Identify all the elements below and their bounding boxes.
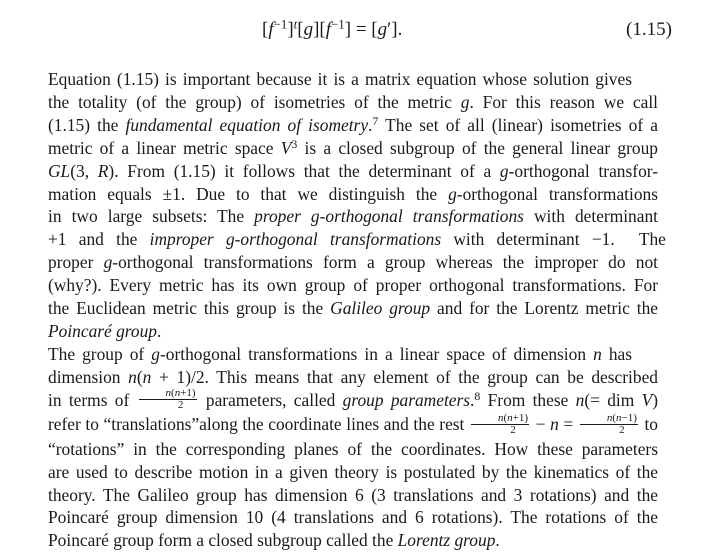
- body-text: [22, 68, 666, 552]
- text-line: “rotations” in the corresponding planes of the coordinates. How these parameters: [48, 438, 658, 459]
- text-line: +1 and the improper g-orthogonal transformations with determinant −1. The: [48, 229, 666, 250]
- paragraph-1: [22, 68, 666, 343]
- text-line: in two large subsets: The proper g-orthogonal transformations with determinant: [48, 206, 659, 227]
- text-line: mation equals ±1. Due to that we distinguish the g-orthogonal transformations: [48, 183, 658, 204]
- text-line: theory. The Galileo group has dimension 6 (3 translations and 3 rotations) and the: [48, 484, 658, 505]
- equation-number: (1.15): [626, 19, 672, 40]
- paragraph-2: [22, 343, 658, 552]
- text-line: in terms of $\frac{n(n+1)}{2}$ parameters, called group parameters.$^8$ From these n(= dim V): [48, 387, 659, 412]
- text-line: metric of a linear metric space $V^3$ is a closed subgroup of the general linear group: [48, 136, 658, 158]
- text-line: dimension n(n + 1)/2. This means that any element of the group can be described: [48, 366, 658, 387]
- text-line: the Euclidean metric this group is the Galileo group and for the Lorentz metric the: [48, 298, 658, 319]
- text-line: are used to describe motion in a given theory is postulated by the kinematics of the: [48, 461, 658, 482]
- equation-row: [0, 16, 713, 44]
- text-line: Equation (1.15) is important because it is a matrix equation whose solution gives: [48, 69, 632, 89]
- text-line: refer to “translations”along the coordinate lines and the rest $\frac{n(n+1)}{2}$ − n = $\frac{n(n-1)}{2}$ to: [48, 411, 658, 436]
- text-line: proper g-orthogonal transformations form a group whereas the improper do not: [48, 252, 658, 273]
- text-line: (1.15) the fundamental equation of isometry.$^7$ The set of all (linear) isometries of a: [48, 113, 658, 135]
- text-line: the totality (of the group) of isometries of the metric g. For this reason we call: [48, 91, 659, 112]
- text-line: Poincaré group form a closed subgroup called the Lorentz group.: [48, 530, 500, 551]
- text-line: (why?). Every metric has its own group of proper orthogonal transformations. For: [48, 275, 658, 296]
- text-line: Poincaré group.: [48, 320, 162, 341]
- equation-body: $[f^{-1}]^t[g][f^{-1}] = [g']$.: [262, 16, 403, 40]
- text-line: Poincaré group dimension 10 (4 translations and 6 rotations). The rotations of the: [48, 507, 658, 528]
- text-line: GL(3, R). From (1.15) it follows that the determinant of a g-orthogonal transfor-: [48, 160, 658, 181]
- text-line: The group of g-orthogonal transformations in a linear space of dimension n has: [48, 343, 633, 364]
